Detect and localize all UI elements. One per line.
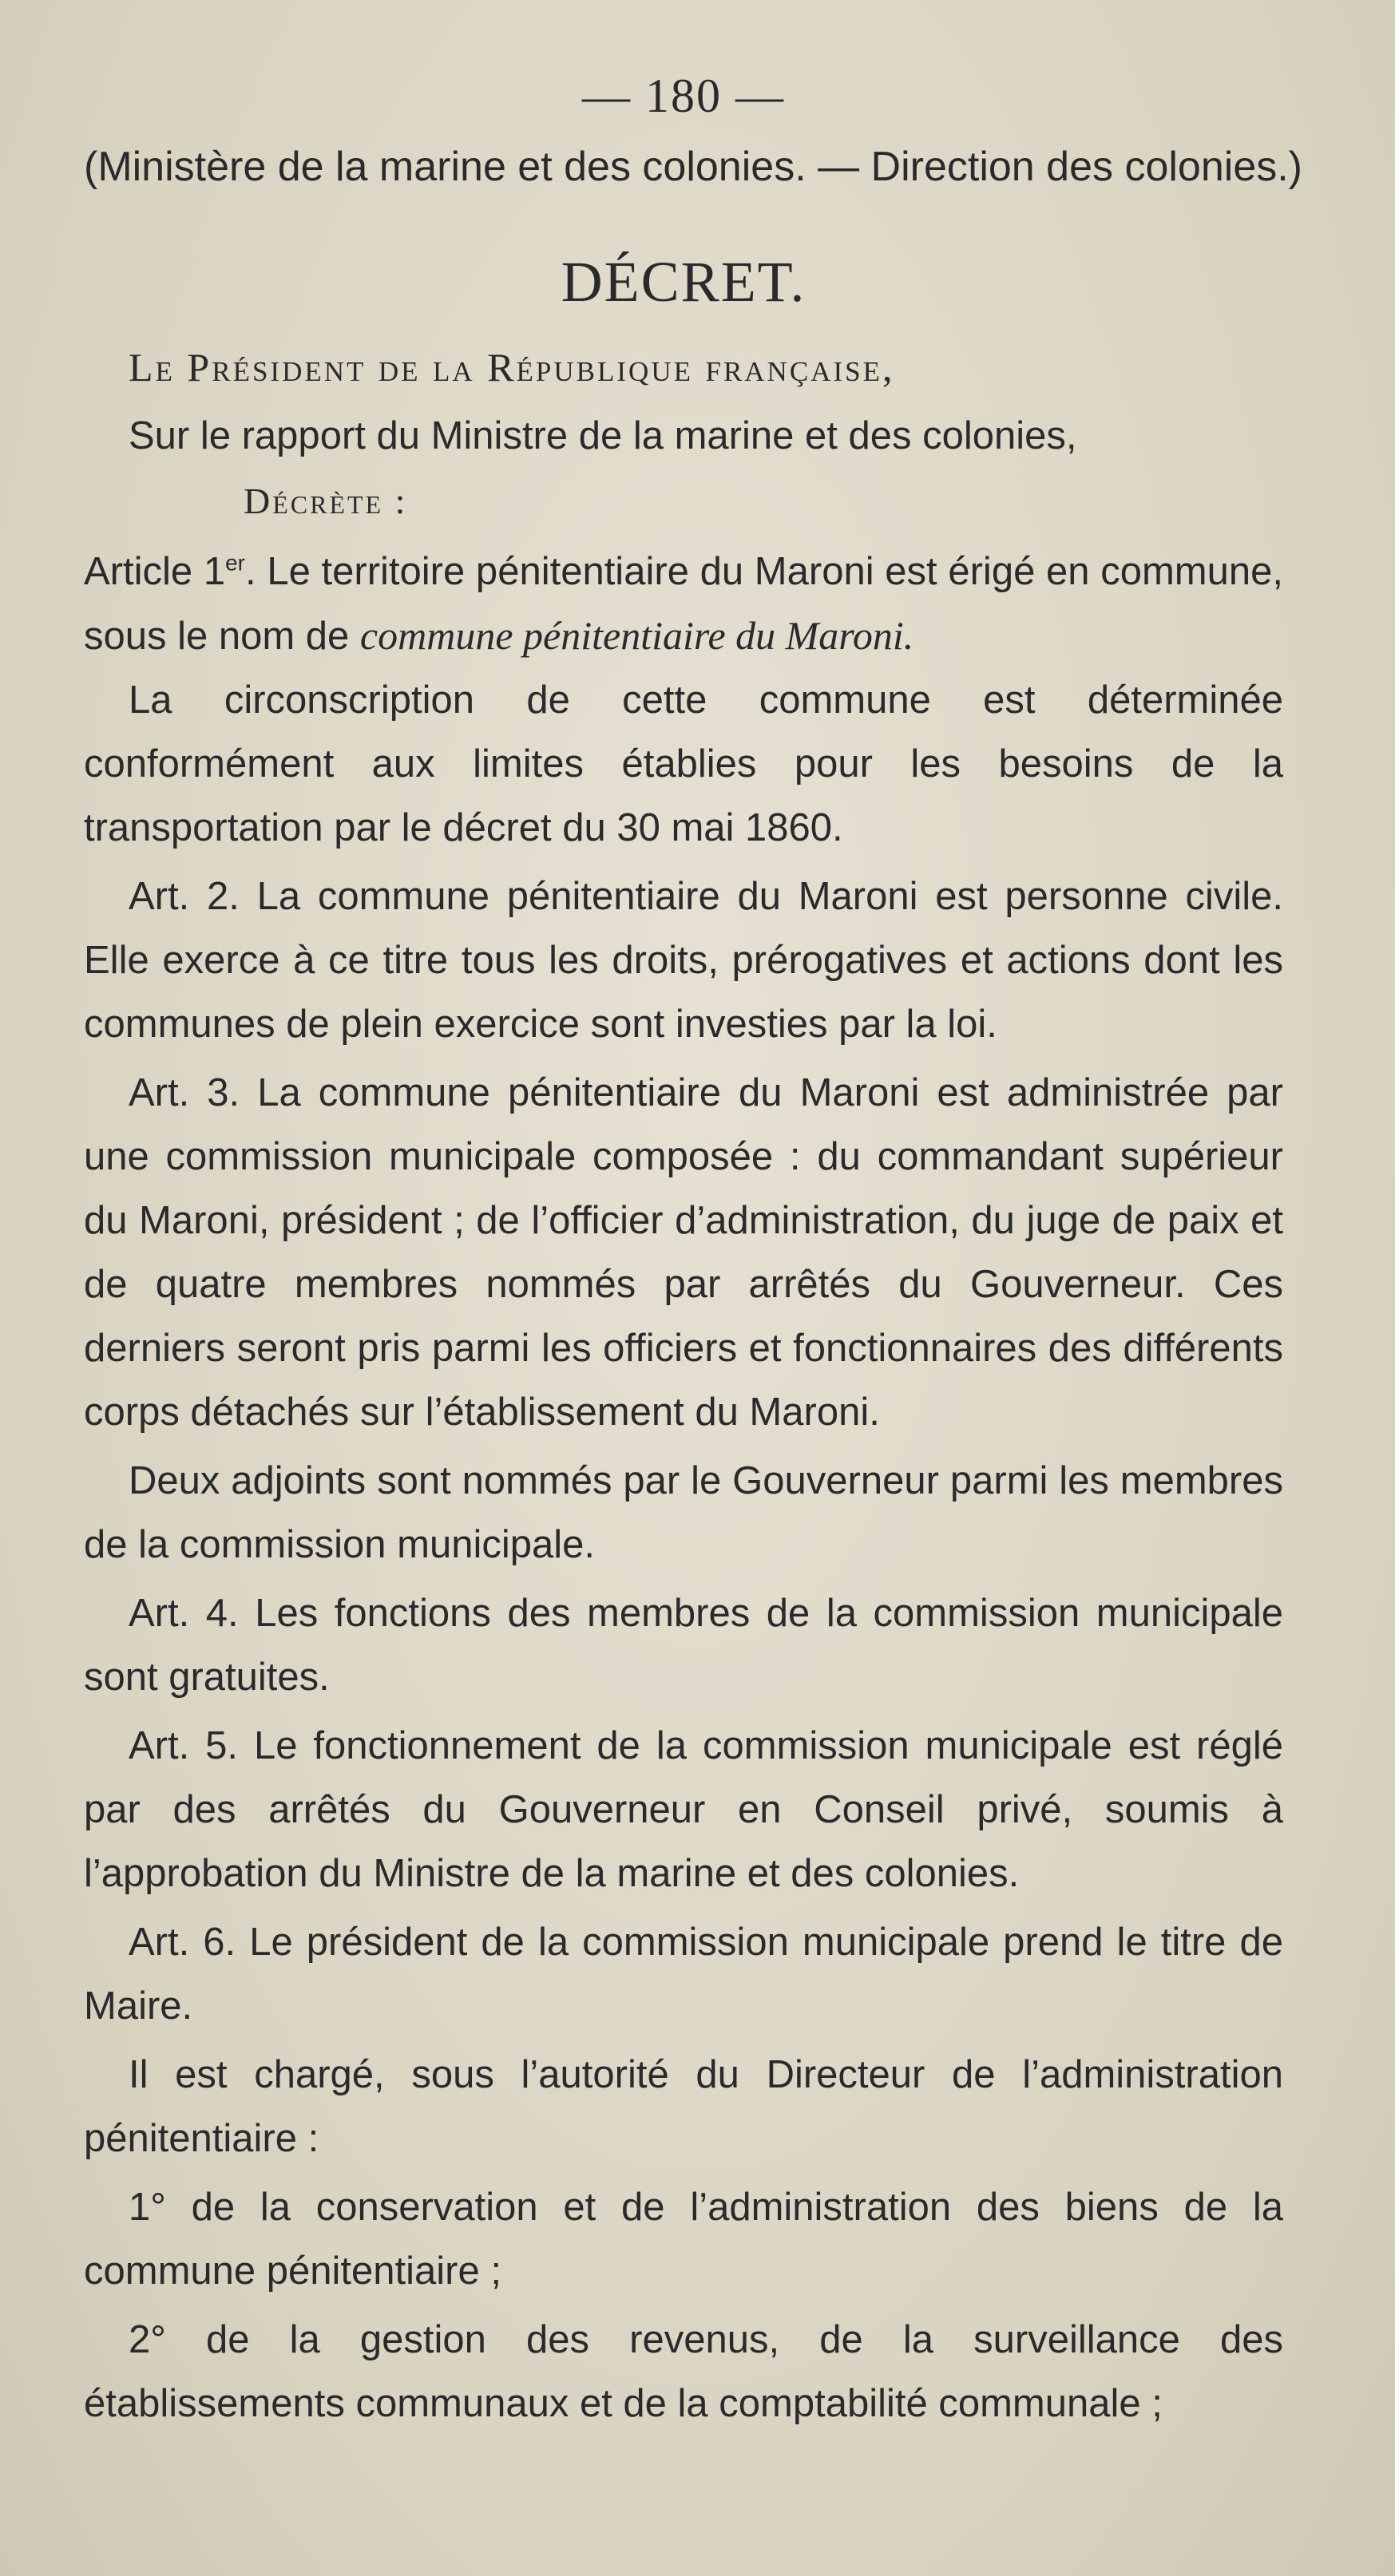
decrete-heading: Décrète :	[244, 481, 408, 521]
article-5: Art. 5. Le fonctionnement de la commission municipale est réglé par des arrêtés du Gouverneur en Conseil privé, soumis à l’approbation du Ministre de la marine et des colonies.	[84, 1724, 1283, 1895]
article-6-item-2: 2° de la gestion des revenus, de la surveillance des établissements communaux et de la comptabilité communale ;	[84, 2318, 1283, 2425]
article-6-charge: Il est chargé, sous l’autorité du Directeur de l’administration pénitentiaire :	[84, 2053, 1283, 2160]
article-1-label: Article 1	[84, 550, 226, 593]
article-4: Art. 4. Les fonctions des membres de la commission municipale sont gratuites.	[84, 1592, 1283, 1699]
article-1-circonscription: La circonscription de cette commune est déterminée conformément aux limites établies pour les besoins de la transportation par le décret du 30 mai 1860.	[84, 679, 1283, 849]
article-1-superscript: er	[225, 550, 245, 576]
article-2: Art. 2. La commune pénitentiaire du Maroni est personne civile. Elle exerce à ce titre tous les droits, prérogatives et actions dont les communes de plein exercice sont investies par la loi.	[84, 875, 1283, 1046]
article-1-italic-name: commune pénitentiaire du Maroni.	[359, 613, 914, 658]
president-heading: Le Président de la République française,	[129, 345, 895, 390]
article-6-item-1: 1° de la conservation et de l’administration des biens de la commune pénitentiaire ;	[84, 2186, 1283, 2293]
rapport-line: Sur le rapport du Ministre de la marine et des colonies,	[129, 414, 1077, 457]
ministry-header: (Ministère de la marine et des colonies. — Direction des colonies.)	[84, 144, 1303, 190]
article-1-text: . Le territoire pénitentiaire du Maroni est érigé en commune, sous le nom de	[84, 550, 1283, 658]
article-3: Art. 3. La commune pénitentiaire du Maroni est administrée par une commission municipale composée : du commandant supérieur du Maroni, président ; de l’officier d’administration, du juge de paix et de quatre membres nommés par arrêtés du Gouverneur. Ces derniers seront pris parmi les officiers et fonctionnaires des différents corps détachés sur l’établissement du Maroni.	[84, 1071, 1283, 1434]
article-3-adjoints: Deux adjoints sont nommés par le Gouverneur parmi les membres de la commission municipale.	[84, 1459, 1283, 1566]
decree-title: DÉCRET.	[561, 250, 806, 314]
article-1	[84, 540, 1283, 668]
article-6: Art. 6. Le président de la commission municipale prend le titre de Maire.	[84, 1921, 1283, 2028]
page-number: — 180 —	[582, 69, 785, 122]
